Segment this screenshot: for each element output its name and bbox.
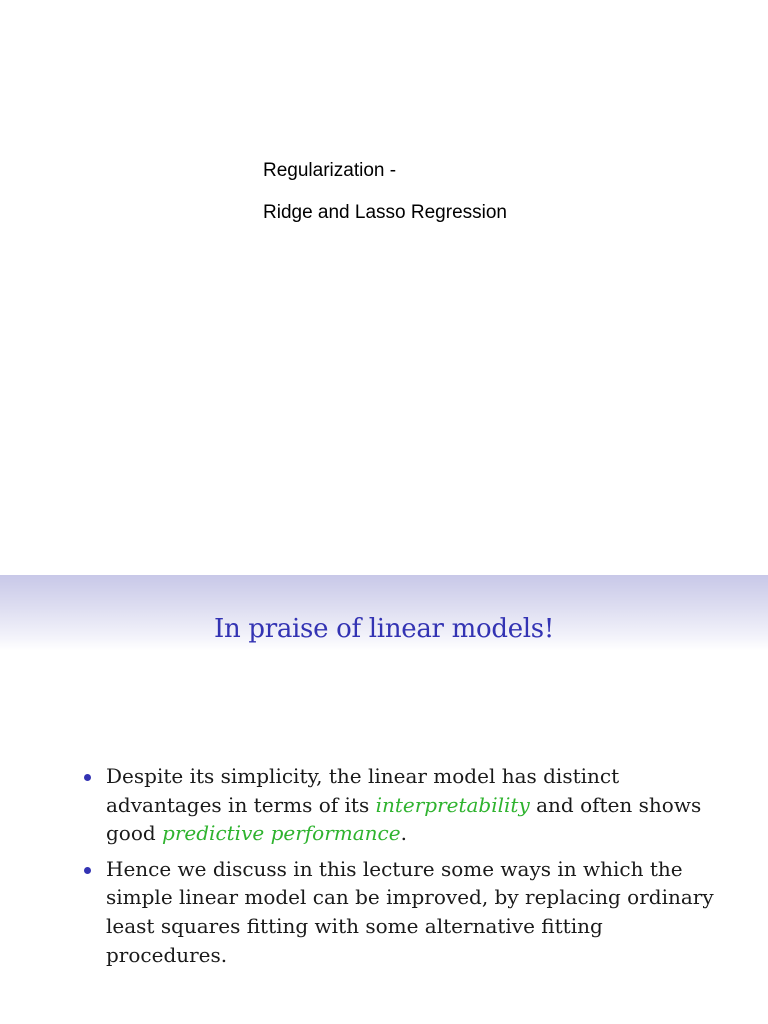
emphasis-predictive-performance: predictive performance bbox=[162, 821, 401, 846]
bullet-dot-icon bbox=[84, 867, 91, 874]
bullet-text: Hence we discuss in this lecture some ways in which the simple linear model can be improved, by replacing ordinary least squares fitting with some alternative fitting procedures. bbox=[106, 856, 714, 967]
bullet-item bbox=[84, 762, 724, 848]
slide-title-line-1: Regularization - bbox=[263, 160, 397, 181]
bullet-text: Despite its simplicity, the linear model has distinct advantages in terms of its bbox=[106, 764, 620, 817]
slide-title-line-2: Ridge and Lasso Regression bbox=[263, 202, 507, 223]
bullet-text: . bbox=[400, 821, 407, 846]
slide-heading: In praise of linear models! bbox=[213, 614, 554, 644]
bullet-text: and often shows good bbox=[106, 792, 702, 846]
bullet-list bbox=[84, 762, 724, 976]
content-slide bbox=[0, 575, 768, 1024]
emphasis-interpretability: interpretability bbox=[375, 792, 530, 817]
bullet-dot-icon bbox=[84, 774, 91, 781]
bullet-item bbox=[84, 855, 724, 969]
